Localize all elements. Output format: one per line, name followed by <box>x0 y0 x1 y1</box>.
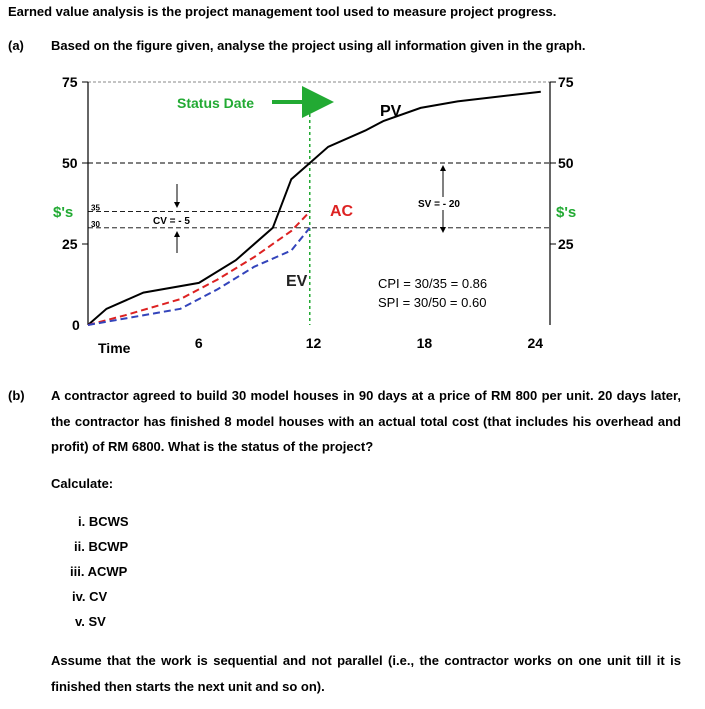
minor-tick-label: 35 <box>91 203 100 213</box>
cv-annotation: CV = - 5 <box>153 216 190 227</box>
series-ac-line <box>88 212 310 325</box>
y-tick-label-right: 75 <box>558 74 574 90</box>
status-date-label: Status Date <box>177 95 255 111</box>
part-b-label: (b) <box>8 388 25 403</box>
intro-text: Earned value analysis is the project management tool used to measure project progress. <box>8 4 557 19</box>
x-axis-label: Time <box>98 340 131 356</box>
earned-value-chart <box>0 60 705 370</box>
part-a-label: (a) <box>8 38 24 53</box>
series-ev-line <box>88 228 310 325</box>
sv-annotation: SV = - 20 <box>418 199 460 210</box>
series-label-ev: EV <box>286 273 308 290</box>
part-b-text: A contractor agreed to build 30 model houses in 90 days at a price of RM 800 per unit. 20 days later, the contractor has finished 8 model houses with an actual total cost (that includes his overhead and profit) of RM 6800. What is the status of the project? <box>51 388 681 454</box>
series-label-ac: AC <box>330 203 354 220</box>
y-tick-label-left: 25 <box>62 236 78 252</box>
series-label-pv: PV <box>380 103 402 120</box>
x-tick-label: 24 <box>527 335 544 351</box>
y-tick-label-left: 75 <box>62 74 78 90</box>
cpi-annotation: CPI = 30/35 = 0.86 <box>378 276 488 291</box>
calc-item-3: iii. ACWP <box>70 564 128 579</box>
y-tick-label-left: 0 <box>72 317 80 333</box>
calc-item-5: v. SV <box>75 614 106 629</box>
x-tick-label: 6 <box>194 335 203 351</box>
y-tick-label-right: 25 <box>558 236 574 252</box>
y-axis-label-left: $'s <box>53 204 74 221</box>
y-tick-label-left: 50 <box>62 155 78 171</box>
y-tick-label-right: 50 <box>558 155 574 171</box>
minor-tick-label: 30 <box>91 219 100 229</box>
calc-item-2: ii. BCWP <box>74 539 129 554</box>
spi-annotation: SPI = 30/50 = 0.60 <box>378 295 487 310</box>
x-tick-label: 18 <box>416 335 433 351</box>
calc-item-1: i. BCWS <box>78 514 129 529</box>
assumption-text: Assume that the work is sequential and not parallel (i.e., the contractor works on one unit till it is finished then starts the next unit and so on). <box>51 653 681 694</box>
calculate-label: Calculate: <box>51 476 114 491</box>
x-tick-label: 12 <box>305 335 322 351</box>
y-axis-label-right: $'s <box>556 204 577 221</box>
calc-item-4: iv. CV <box>72 589 108 604</box>
part-a-text: Based on the figure given, analyse the project using all information given in the graph. <box>51 38 586 53</box>
